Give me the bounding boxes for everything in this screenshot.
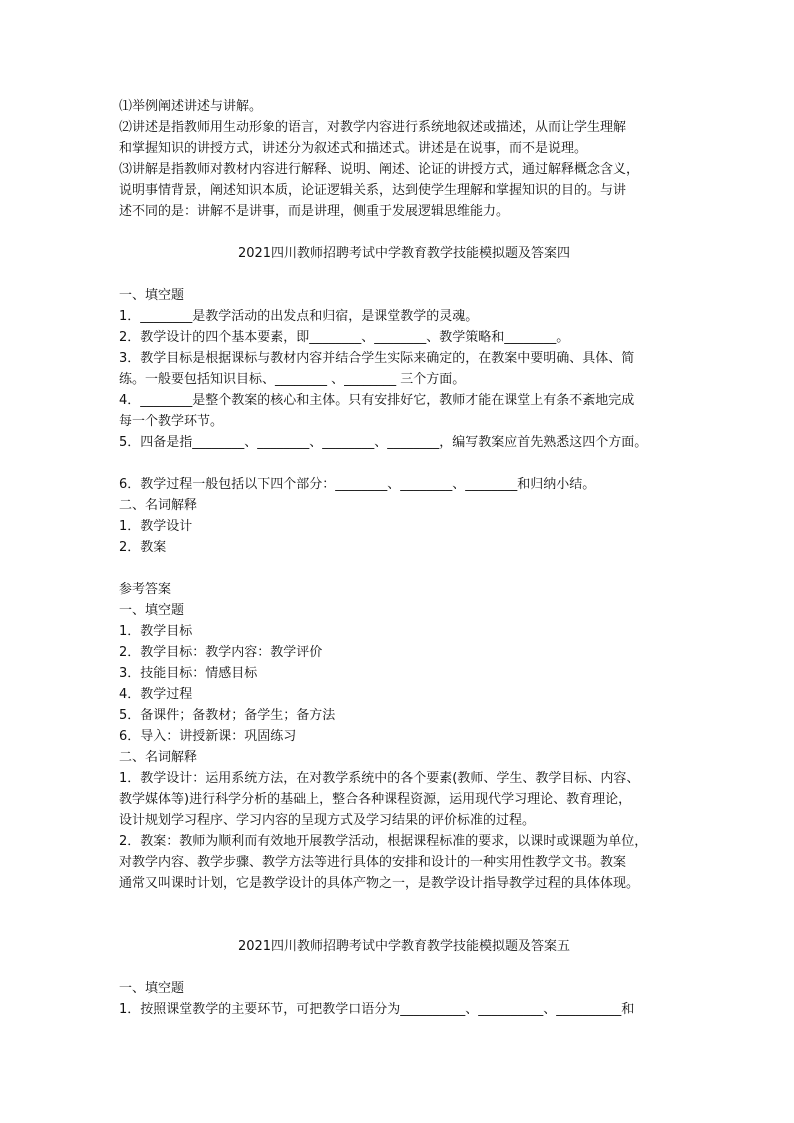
answer-line: 教学媒体等)进行科学分析的基础上，整合各种课程资源，运用现代学习理论、教育理论， bbox=[119, 792, 632, 807]
answer-line: 6．导入：讲授新课：巩固练习 bbox=[119, 729, 297, 744]
paragraph-line: ⑵讲述是指教师用生动形象的语言，对教学内容进行系统地叙述或描述，从而让学生理解 bbox=[119, 120, 627, 135]
answer-fill-heading: 一、填空题 bbox=[119, 603, 185, 618]
exam-4-questions bbox=[119, 285, 689, 558]
answer-term-heading: 二、名词解释 bbox=[119, 750, 198, 765]
exam-5-title: 2021四川教师招聘考试中学教育教学技能模拟题及答案五 bbox=[237, 939, 571, 954]
answer-line: 2．教案：教师为顺利而有效地开展教学活动，根据课程标准的要求，以课时或课题为单位， bbox=[119, 834, 648, 849]
answer-line: 通常又叫课时计划，它是教学设计的具体产物之一，是教学设计指导教学过程的具体体现。 bbox=[119, 876, 640, 891]
answer-line: 1．教学目标 bbox=[119, 624, 193, 639]
question-line: 练。一般要包括知识目标、________ 、________ 三个方面。 bbox=[119, 372, 466, 387]
question-line: 2．教学设计的四个基本要素，即________、________、教学策略和________。 bbox=[119, 330, 570, 345]
question-line: 4．________是整个教案的核心和主体。只有安排好它，教师才能在课堂上有条不紊地完成 bbox=[119, 393, 635, 408]
exam-4-answers bbox=[119, 579, 689, 894]
question-line: 5．四备是指________、________、________、________，编写教案应首先熟悉这四个方面。 bbox=[119, 435, 648, 450]
term-line: 1．教学设计 bbox=[119, 519, 193, 534]
question-line: 3．教学目标是根据课标与教材内容并结合学生实际来确定的，在教案中要明确、具体、简 bbox=[119, 351, 635, 366]
term-line: 2．教案 bbox=[119, 540, 167, 555]
fill-blank-heading: 一、填空题 bbox=[119, 288, 185, 303]
question-line: 6．教学过程一般包括以下四个部分：________、________、________和归纳小结。 bbox=[119, 477, 596, 492]
answer-line: 4．教学过程 bbox=[119, 687, 193, 702]
answer-line: 对教学内容、教学步骤、教学方法等进行具体的安排和设计的一种实用性教学文书。教案 bbox=[119, 855, 627, 870]
exam-5-questions bbox=[119, 978, 689, 1020]
term-heading: 二、名词解释 bbox=[119, 498, 198, 513]
question-line: 每一个教学环节。 bbox=[119, 414, 224, 429]
document-page bbox=[119, 96, 689, 1020]
paragraph-line: 和掌握知识的讲授方式，讲述分为叙述式和描述式。讲述是在说事，而不是说理。 bbox=[119, 141, 588, 156]
question-line: 1．按照课堂教学的主要环节，可把教学口语分为__________、__________、__________和 bbox=[119, 1002, 635, 1017]
paragraph-line: ⑶讲解是指教师对教材内容进行解释、说明、阐述、论证的讲授方式，通过解释概念含义， bbox=[119, 162, 640, 177]
question-line: 1．________是教学活动的出发点和归宿，是课堂教学的灵魂。 bbox=[119, 309, 479, 324]
answer-line: 1．教学设计：运用系统方法，在对教学系统中的各个要素(教师、学生、教学目标、内容、 bbox=[119, 771, 640, 786]
section-3-tail bbox=[119, 96, 689, 222]
answer-title: 参考答案 bbox=[119, 582, 172, 597]
answer-line: 5．备课件；备教材；备学生；备方法 bbox=[119, 708, 336, 723]
answer-line: 3．技能目标：情感目标 bbox=[119, 666, 258, 681]
fill-blank-heading: 一、填空题 bbox=[119, 981, 185, 996]
paragraph-line: 说明事情背景，阐述知识本质，论证逻辑关系，达到使学生理解和掌握知识的目的。与讲 bbox=[119, 183, 627, 198]
exam-4-title: 2021四川教师招聘考试中学教育教学技能模拟题及答案四 bbox=[237, 246, 571, 261]
paragraph-line: ⑴举例阐述讲述与讲解。 bbox=[119, 99, 263, 114]
paragraph-line: 述不同的是：讲解不是讲事，而是讲理，侧重于发展逻辑思维能力。 bbox=[119, 204, 510, 219]
answer-line: 2．教学目标：教学内容：教学评价 bbox=[119, 645, 323, 660]
answer-line: 设计规划学习程序、学习内容的呈现方式及学习结果的评价标准的过程。 bbox=[119, 813, 536, 828]
